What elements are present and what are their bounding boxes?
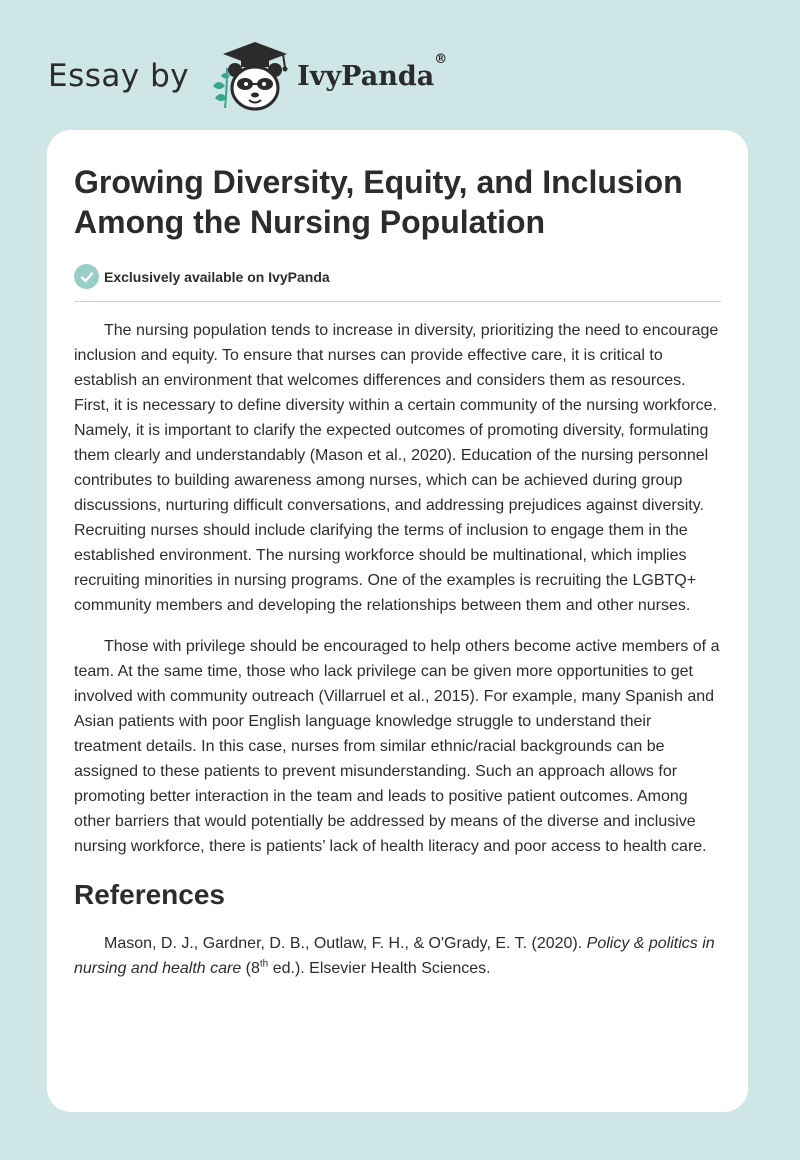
check-circle-icon [74,264,99,289]
reference-edition-post: ed.). Elsevier Health Sciences. [268,960,491,977]
references-heading: References [74,879,225,910]
page-title: Growing Diversity, Equity, and Inclusion Among the Nursing Population [74,164,683,240]
body-paragraph-2: Those with privilege should be encouraged to help others become active members of a team. At the same time, those who lack privilege can be given more opportunities to get involved with community outreach (Villarruel et al., 2015). For example, many Spanish and Asian patients with poor English language knowledge struggle to understand their treatment details. In this case, nurses from similar ethnic/racial backgrounds can be assigned to these patients to prevent misunderstanding. Such an approach allows for promoting better interaction in the team and leads to positive patient outcomes. Among other barriers that would potentially be addressed by means of the diverse and inclusive nursing workforce, there is patients’ lack of health literacy and poor access to health care. [74,638,720,855]
brand-name: IvyPanda® [297,51,448,92]
reference-edition-pre: (8 [241,960,260,977]
panda-graduation-cap-logo-icon [203,36,295,116]
essay-card [47,130,748,1112]
essay-by-label: Essay by [48,58,190,94]
exclusive-label: Exclusively available on IvyPanda [104,268,330,285]
exclusive-badge [74,264,721,302]
reference-title: Policy & politics in nursing and health care [74,935,715,977]
site-header [48,36,447,116]
reference-entry [74,931,721,981]
ivypanda-logo[interactable] [203,36,447,116]
registered-mark: ® [434,51,448,67]
body-paragraph-1: The nursing population tends to increase in diversity, prioritizing the need to encourage inclusion and equity. To ensure that nurses can provide effective care, it is critical to establish an environment that welcomes differences and considers them as resources. First, it is necessary to define diversity within a certain community of the nursing workforce. Namely, it is important to clarify the expected outcomes of promoting diversity, formulating them clearly and understandably (Mason et al., 2020). Education of the nursing personnel contributes to building awareness among nurses, which can be achieved during group discussions, nurturing difficult conversations, and addressing prejudices against diversity. Recruiting nurses should include clarifying the terms of inclusion to engage them in the established environment. The nursing workforce should be multinational, which implies recruiting minorities in nursing programs. One of the examples is recruiting the LGBTQ+ community members and developing the relationships between them and other nurses. [74,322,719,614]
reference-edition-sup: th [259,958,269,970]
reference-authors: Mason, D. J., Gardner, D. B., Outlaw, F. H., & O'Grady, E. T. (2020). [104,935,587,952]
